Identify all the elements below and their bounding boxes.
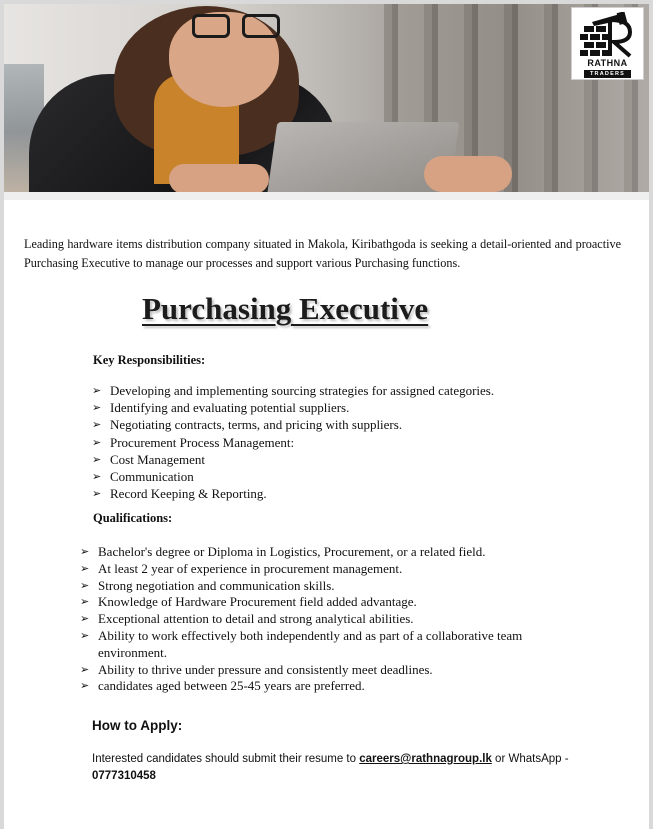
arrow-bullet-icon: ➢ [92,487,102,501]
job-advert-page [4,4,649,829]
list-item: ➢ Cost Management [92,451,205,467]
hammer-brick-icon [580,12,636,58]
arrow-bullet-icon: ➢ [80,561,90,575]
whatsapp-number: 0777310458 [92,769,156,782]
arrow-bullet-icon: ➢ [92,418,102,432]
intro-paragraph: Leading hardware items distribution company situated in Makola, Kiribathgoda is seeking a detail-oriented and proactive Purchasing Executive to manage our processes and support various Purchasing functions. [24,237,621,270]
list-item: ➢ candidates aged between 25-45 years are preferred. [80,678,365,694]
list-item: ➢ Record Keeping & Reporting. [92,486,267,502]
arrow-bullet-icon: ➢ [80,628,90,642]
logo-brand-name: RATHNA [587,58,628,68]
list-item: ➢ Procurement Process Management: [92,434,295,450]
list-item: ➢ Ability to thrive under pressure and consistently meet deadlines. [80,661,433,677]
list-item: ➢ Exceptional attention to detail and strong analytical abilities. [80,611,414,627]
careers-email-link[interactable]: careers@rathnagroup.lk [359,753,492,765]
arrow-bullet-icon: ➢ [80,545,90,558]
company-logo [571,7,644,80]
arrow-bullet-icon: ➢ [92,470,102,484]
arrow-bullet-icon: ➢ [92,435,102,449]
list-item: ➢ Ability to work effectively both independently and as part of a collaborative team environment. [80,627,523,660]
list-item: ➢ Knowledge of Hardware Procurement field added advantage. [80,594,417,610]
arrow-bullet-icon: ➢ [80,595,90,609]
arrow-bullet-icon: ➢ [80,612,90,626]
list-item: ➢ Strong negotiation and communication skills. [80,577,335,593]
list-item: ➢ Developing and implementing sourcing strategies for assigned categories. [92,383,495,398]
hero-photo [4,4,649,200]
list-item: ➢ Bachelor's degree or Diploma in Logistics, Procurement, or a related field. [80,544,486,559]
list-item: ➢ Identifying and evaluating potential suppliers. [92,400,350,416]
list-item: ➢ Negotiating contracts, terms, and pricing with suppliers. [92,417,403,433]
arrow-bullet-icon: ➢ [80,662,90,676]
responsibilities-heading: Key Responsibilities: [93,353,206,367]
qualifications-heading: Qualifications: [93,511,173,525]
how-to-apply-heading: How to Apply: [92,718,183,733]
arrow-bullet-icon: ➢ [80,679,90,693]
list-item: ➢ Communication [92,469,194,485]
hero-hand-right [424,156,512,192]
arrow-bullet-icon: ➢ [92,401,102,415]
hero-desk [4,192,649,200]
arrow-bullet-icon: ➢ [92,452,102,466]
hero-hand-left [169,164,269,194]
logo-brand-sub: TRADERS [584,70,631,78]
arrow-bullet-icon: ➢ [92,384,102,397]
list-item: ➢ At least 2 year of experience in procurement management. [80,560,403,576]
apply-text-middle: or WhatsApp - [491,753,569,765]
qualifications-list [80,544,560,695]
job-title: Purchasing Executive [142,291,429,326]
arrow-bullet-icon: ➢ [80,578,90,592]
hero-glasses [192,14,284,40]
apply-instructions [92,751,592,784]
apply-text-before: Interested candidates should submit their resume to [92,753,360,765]
responsibilities-list [92,382,562,502]
